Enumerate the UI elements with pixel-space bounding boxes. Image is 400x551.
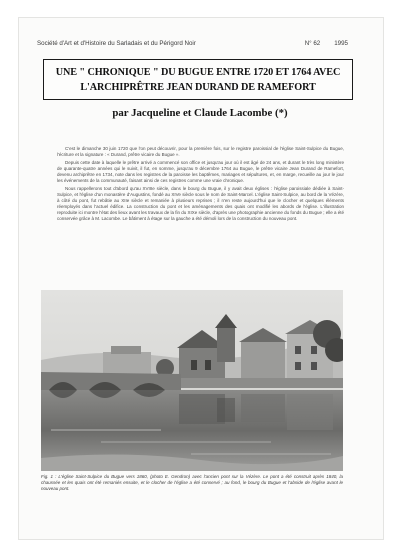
church-bridge-photo-illustration (41, 290, 343, 471)
body-paragraph: Nous rappellerons tout d'abord qu'au XVIIIe siècle, dans le bourg du Bugue, il y avait deux églises : l'église paroissiale dédiée à Saint-Sulpice, et l'église d'un monastère d'Augustins, fondé au XIVe siècle sous le nom de Saint-Marcel. L'église Saint-Sulpice, au bord de la Vézère, à côté du pont, fut rebâtie au XIIe siècle et remaniée à plusieurs reprises ; il n'en reste aujourd'hui que le clocher et quelques éléments réemployés dans l'actuel édifice. La construction du pont et les aménagements des quais ont modifié les abords de l'église. L'illustration reproduite ici montre l'état des lieux avant les travaux de la fin du XIXe siècle, d'après une photographie ancienne du fonds du Bugue ; elle a été conservée grâce à M. Lacombe. Le bâtiment à étage sur la gauche a été démoli lors de la construction du nouveau pont. (57, 185, 344, 222)
article-body (57, 146, 344, 286)
running-header (37, 37, 348, 49)
article-authors: par Jacqueline et Claude Lacombe (*) (112, 107, 288, 119)
body-paragraph: C'est le dimanche 30 juin 1720 que l'on peut découvrir, pour la première fois, sur le registre paroissial de l'église Saint-Sulpice du Bugue, l'écriture et la signature : « Durand, prêtre vicaire du Bugue ». (57, 146, 344, 158)
figure-caption: Fig. 1 : L'église Saint-Sulpice du Bugue vers 1860, (photo E. Gendron) avec l'ancien pont sur la Vézère. Le pont a été construit après 1840, la chaussée et les quais ont été remaniés ensuite, et le clocher de l'église a été conservé ; au fond, le bourg du Bugue et l'abside de l'église avant le nouveau pont. (41, 474, 343, 492)
issue-year: 1995 (334, 39, 348, 47)
historic-photograph (41, 290, 343, 471)
article-title-line-1: UNE " CHRONIQUE " DU BUGUE ENTRE 1720 ET 1764 AVEC (55, 66, 341, 78)
society-name: Société d'Art et d'Histoire du Sarladais et du Périgord Noir (37, 39, 196, 47)
article-title-line-2: L'ARCHIPRÊTRE JEAN DURAND DE RAMEFORT (80, 81, 316, 93)
issue-number: N° 62 (304, 39, 321, 47)
body-paragraph: Depuis cette date à laquelle le prêtre arrivé a commencé son office et jusqu'au jour où il est âgé de 24 ans, et durant le très long ministère de quarante-quatre années qui le suivit, il fut, en somme, jusqu'au 9 décembre 1764 au Bugue, le prêtre vicaire Jean Durand de Ramefort, devenu archiprêtre en 1734, note dans les registres de la paroisse les baptêmes, mariages et sépultures, et, en marge, recueille au jour le jour les événements de la communauté, faisant ainsi de ces registres comme une vraie chronique. (57, 159, 344, 183)
article-title-box (43, 59, 353, 100)
